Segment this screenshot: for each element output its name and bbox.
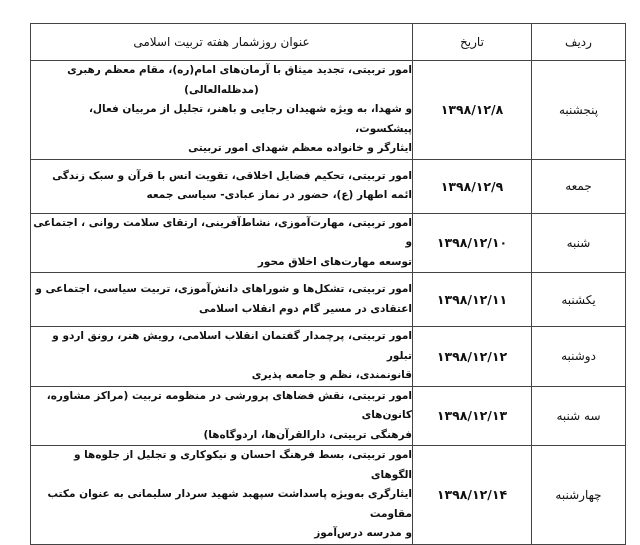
title-line: توسعه مهارت‌های اخلاق محور: [257, 255, 412, 268]
date-cell: ۱۳۹۸/۱۲/۸: [413, 61, 532, 160]
header-date: تاریخ: [413, 24, 532, 61]
table-row: [31, 386, 626, 446]
date-cell: ۱۳۹۸/۱۲/۱۱: [413, 273, 532, 327]
day-cell: چهارشنبه: [532, 446, 626, 545]
table-row: [31, 159, 626, 213]
title-cell: [31, 386, 413, 446]
title-cell: [31, 273, 413, 327]
table-row: [31, 327, 626, 387]
table-row: [31, 446, 626, 545]
day-cell: شنبه: [532, 213, 626, 273]
title-line: اعتقادی در مسیر گام دوم انقلاب اسلامی: [199, 302, 412, 315]
date-cell: ۱۳۹۸/۱۲/۹: [413, 159, 532, 213]
title-line: امور تربیتی، مهارت‌آموزی، نشاط‌آفرینی، ارتقای سلامت روانی ، اجتماعی و: [33, 216, 412, 248]
title-cell: [31, 446, 413, 545]
title-cell: [31, 159, 413, 213]
title-line: قانونمندی، نظم و جامعه پذیری: [251, 369, 412, 381]
title-line: فرهنگی تربیتی، دارالقرآن‌ها، اردوگاه‌ها): [203, 428, 412, 441]
title-line: امور تربیتی، بسط فرهنگ احسان و نیکوکاری و تجلیل از جلوه‌ها و الگوهای: [73, 449, 412, 481]
title-cell: [31, 327, 413, 387]
title-line: امور تربیتی، پرچمدار گفتمان انقلاب اسلامی، رویش هنر، رونق اردو و تبلور: [52, 330, 412, 362]
date-cell: ۱۳۹۸/۱۲/۱۴: [413, 446, 532, 545]
header-row-number: ردیف: [532, 24, 626, 61]
islamic-education-week-table: [30, 23, 626, 545]
date-cell: ۱۳۹۸/۱۲/۱۰: [413, 213, 532, 273]
day-cell: سه شنبه: [532, 386, 626, 446]
table-row: [31, 61, 626, 160]
table-row: [31, 213, 626, 273]
day-cell: دوشنبه: [532, 327, 626, 387]
title-line: ایثارگر و خانواده معظم شهدای امور تربیتی: [188, 142, 412, 154]
day-cell: پنجشنبه: [532, 61, 626, 160]
title-line: و شهدا، به ویژه شهیدان رجایی و باهنر، تجلیل از مربیان فعال، پیشکسوت،: [88, 103, 412, 135]
title-line: امور تربیتی، تحکیم فضایل اخلاقی، تقویت انس با قرآن و سبک زندگی: [52, 169, 412, 182]
date-cell: ۱۳۹۸/۱۲/۱۳: [413, 386, 532, 446]
table-row: [31, 273, 626, 327]
title-line: ایثارگری به‌ویژه پاسداشت سپهبد شهید سردار سلیمانی به عنوان مکتب مقاومت: [47, 488, 412, 520]
title-cell: [31, 213, 413, 273]
title-line: ائمه اطهار (ع)، حضور در نماز عبادی- سیاسی جمعه: [146, 189, 412, 201]
header-title: عنوان روزشمار هفته تربیت اسلامی: [31, 24, 413, 61]
title-line: امور تربیتی، تجدید میثاق با آرمان‌های امام(ره)، مقام معظم رهبری: [67, 64, 412, 76]
day-cell: جمعه: [532, 159, 626, 213]
title-line: امور تربیتی، تشکل‌ها و شوراهای دانش‌آموزی، تربیت سیاسی، اجتماعی و: [35, 283, 412, 295]
title-cell: [31, 61, 413, 160]
title-line: و مدرسه درس‌آموز: [314, 527, 412, 539]
date-cell: ۱۳۹۸/۱۲/۱۲: [413, 327, 532, 387]
title-line: امور تربیتی، نقش فضاهای پرورشی در منظومه تربیت (مراکز مشاوره، کانون‌های: [46, 389, 412, 421]
title-line: (مدظله‌العالی): [184, 83, 259, 96]
header-row: [31, 24, 626, 61]
day-cell: یکشنبه: [532, 273, 626, 327]
